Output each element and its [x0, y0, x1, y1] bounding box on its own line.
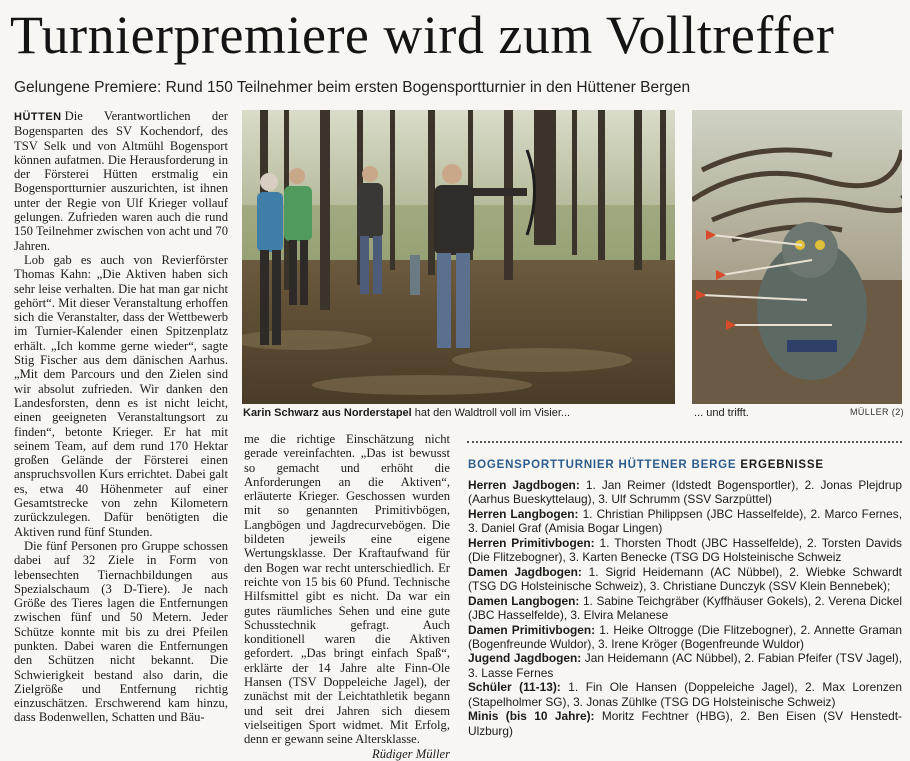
result-category: Damen Primitivbogen: — [468, 622, 596, 637]
result-text: 1. Fin Ole Hansen (Doppeleiche Jagel), 2. Max Lorenzen (Stapelholmer SG), 3. Jonas Zühlke (TSG DG Holsteinische Schweiz) — [468, 680, 902, 709]
results-divider — [467, 441, 902, 443]
result-category: Damen Langbogen: — [468, 593, 580, 608]
article-paragraph-3: Die fünf Personen pro Gruppe schossen dabei auf 32 Ziele in Form von lebensechten Tiernachbildungen aus Spezialschaum (3 D-Tiere). Je nach Größe des Tieres lagen die Entfernungen zwischen fünf und 50 Metern. Jeder Schütze konnte mit bis zu drei Pfeilen punkten. Dabei waren die Entfernungen den Schützen nicht bekannt. Die Schwierigkeit bestand also darin, die Zielgröße und Entfernung richtig einzuschätzen. Erschwerend kam hinzu, dass Bodenwellen, Schatten und Bäu- — [14, 538, 228, 725]
result-text: 1. Christian Philippsen (JBC Hasselfelde), 2. Marco Fernes, 3. Daniel Graf (Amisia Bogar Lingen) — [468, 506, 902, 536]
article-column-1 — [14, 109, 228, 725]
subheadline: Gelungene Premiere: Rund 150 Teilnehmer beim ersten Bogensportturnier in den Hüttener Bergen — [14, 79, 691, 96]
result-category: Herren Jagdbogen: — [468, 478, 580, 492]
article-paragraph-1 — [14, 109, 228, 253]
author-line — [244, 747, 450, 761]
results-heading-rest: ERGEBNISSE — [740, 459, 824, 471]
caption-1-text: hat den Waldtroll voll im Visier... — [414, 407, 571, 419]
result-entry — [468, 594, 902, 623]
result-category: Herren Primitivbogen: — [468, 535, 595, 550]
result-text: 1. Jan Reimer (Idstedt Bogensportler), 2. Jonas Plejdrup (Aarhus Bueskyttelaug), 3. Ulf Schrumm (SSV Sarzpüttel) — [468, 478, 902, 507]
result-entry — [468, 478, 902, 507]
result-text: 1. Sabine Teichgräber (Kyffhäuser Gokels), 2. Verena Dickel (JBC Hasselfelde), 3. Elvira Melanese — [468, 593, 902, 623]
result-text: 1. Sigrid Heidemann (AC Nübbel), 2. Wiebke Schwardt (TSG DG Holsteinische Schweiz), 3. Christiane Dunczyk (SSV Klein Bennebek); — [468, 564, 902, 594]
photo-archers-forest — [242, 110, 675, 404]
headline: Turnierpremiere wird zum Volltreffer — [10, 5, 835, 65]
result-entry — [468, 565, 902, 594]
results-list — [468, 478, 902, 738]
author: Rüdiger Müller — [372, 746, 450, 761]
result-text: 1. Thorsten Thodt (JBC Hasselfelde), 2. Torsten Davids (Die Flitzebogner), 3. Karten Benecke (TSG DG Holsteinische Schweiz — [468, 535, 903, 565]
photo-troll-target — [692, 110, 902, 404]
photo-2-caption: ... und trifft. — [694, 407, 749, 419]
article-column-2 — [244, 432, 450, 761]
caption-1-name: Karin Schwarz aus Norderstapel — [243, 407, 412, 419]
paragraph-1-text: Die Verantwortlichen der Bogensparten des SV Kochendorf, des TSV Selk und von Altmühl Bogensport können aufatmen. Die Herausforderung in der Försterei Hütten erstmalig ein Bogensportturnier auszurichten, ist ihnen unter der Regie von Ulf Krieger vollauf gelungen. Zufrieden waren auch die rund 150 Teilnehmer zwischen von acht und 70 Jahren. — [14, 109, 228, 253]
result-category: Damen Jagdbogen: — [468, 564, 582, 579]
result-category: Herren Langbogen: — [468, 506, 579, 521]
result-entry — [468, 651, 902, 680]
result-entry — [468, 623, 902, 652]
article-paragraph-2: Lob gab es auch von Revierförster Thomas Kahn: „Die Aktiven haben sich sehr leise verhalten. Die hat man gar nicht gehört“. Mit dieser Veranstaltung erhoffen sich die Veranstalter, dass der Wettbewerb im Turnier-Kalender einen Spitzenplatz erhält. „Ich komme gerne wieder“, sagte Stig Fischer aus dem dänischen Aarhus. „Mit dem Parcours und den Zielen sind wir absolut zufrieden. Wir danken den Landesforsten, denn es ist nicht leicht, einen geeigneten Veranstaltungsort zu finden“, betonte Krieger. Er hat mit seinem Team, auf dem rund 170 Hektar großen Gelände der Försterei einen anspruchsvollen Kurs errichtet. Dabei galt es, etwa 40 Höhenmeter auf einer Gesamtstrecke von zehn Kilometern zurückzulegen. Dafür benötigten die Aktiven rund fünf Stunden. — [14, 252, 228, 539]
results-heading-highlight: BOGENSPORTTURNIER HÜTTENER BERGE — [468, 459, 737, 471]
result-category: Schüler (11-13): — [468, 680, 561, 695]
result-category: Jugend Jagdbogen: — [468, 651, 582, 666]
result-entry — [468, 709, 902, 738]
result-category: Minis (bis 10 Jahre): — [468, 709, 595, 724]
photo-1-caption — [243, 407, 570, 419]
results-heading — [468, 459, 824, 471]
dateline: HÜTTEN — [14, 111, 62, 123]
result-entry — [468, 507, 902, 536]
result-entry — [468, 536, 902, 565]
result-text: Jan Heidemann (AC Nübbel), 2. Fabian Pfeifer (TSV Jagel), 3. Lasse Fernes — [468, 651, 903, 680]
result-text: Moritz Fechtner (HBG), 2. Ben Eisen (SV Henstedt-Ulzburg) — [468, 709, 902, 738]
result-entry — [468, 680, 902, 709]
photo-credit: MÜLLER (2) — [850, 407, 905, 417]
result-text: 1. Heike Oltrogge (Die Flitzebogner), 2. Annette Graman (Bogenfreunde Wuldor), 3. Irene Kröger (Bogenfreunde Wuldor) — [468, 622, 902, 651]
article-paragraph-4: me die richtige Einschätzung nicht gerade vereinfachten. „Das ist bewusst so gemacht und erhöht die Anforderungen an die Aktiven“, erläuterte Krieger. Geschossen wurden mit so genannten Primitivbögen, Langbögen und Jagdrecurvebögen. Die bildeten jeweils eine eigene Wertungsklasse. Der Kraftaufwand für den Bogen war recht unterschiedlich. Er reichte von 15 bis 60 Pfund. Technische Hilfsmittel gibt es nicht. Da war ein gutes räumliches Sehen und eine gute Schusstechnik gefragt. Auch konditionell waren die Aktiven gefordert. „Das bringt einfach Spaß“, erklärte der 14 Jahre alte Finn-Ole Hansen (TSV Doppeleiche Jagel), der zunächst mit der Leichtathletik begann und seit drei Jahren sich diesem vielseitigen Sport widmet. Mit Erfolg, denn er gewann seine Altersklasse. — [244, 432, 450, 747]
